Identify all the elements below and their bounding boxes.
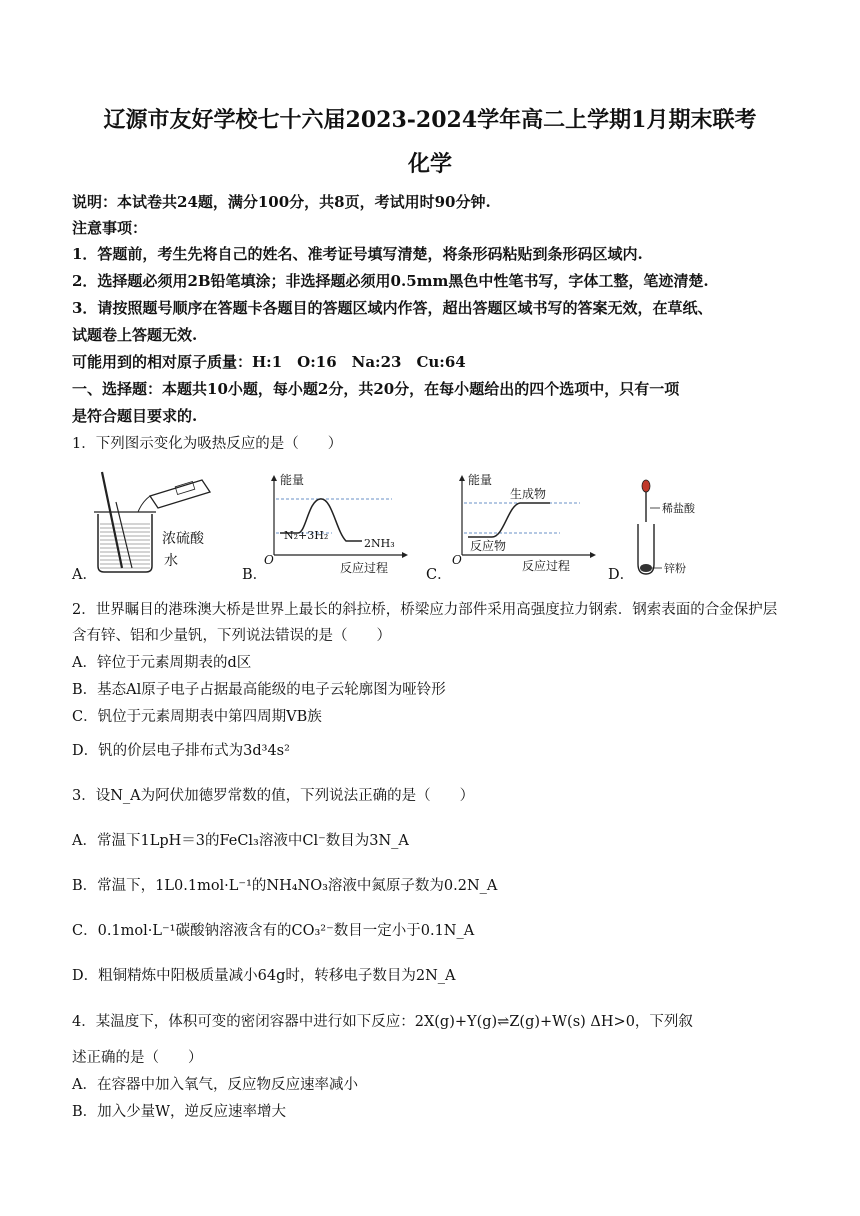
q3-option-a: A．常温下1LpH＝3的FeCl₃溶液中Cl⁻数目为3N_A — [72, 833, 409, 849]
q3-stem: 3．设N_A为阿伏加德罗常数的值，下列说法正确的是（ ） — [72, 788, 475, 804]
q2-option-c: C．钒位于元素周期表中第四周期VB族 — [72, 709, 322, 725]
label-origin-c: O — [452, 553, 462, 567]
exam-title: 辽源市友好学校七十六届2023-2024学年高二上学期1月期末联考 — [103, 107, 757, 133]
note-2: 2．选择题必须用2B铅笔填涂；非选择题必须用0.5mm黑色中性笔书写，字体工整，笔迹清楚. — [72, 272, 709, 290]
label-xaxis-c: 反应过程 — [522, 559, 571, 573]
q1-option-a: A． — [72, 567, 97, 583]
q3-option-b: B．常温下，1L0.1mol·L⁻¹的NH₄NO₃溶液中氮原子数为0.2N_A — [72, 878, 498, 894]
q1-figure-a — [72, 462, 252, 582]
q4-option-a: A．在容器中加入氧气，反应物反应速率减小 — [72, 1077, 358, 1093]
q1-figure-c — [450, 473, 600, 578]
label-product-c: 生成物 — [510, 487, 547, 501]
atomic-masses: 可能用到的相对原子质量：H:1 O:16 Na:23 Cu:64 — [72, 353, 466, 371]
note-1: 1．答题前，考生先将自己的姓名、准考证号填写清楚，将条形码粘贴到条形码区域内. — [72, 245, 643, 263]
q4-stem-line2: 述正确的是（ ） — [72, 1050, 203, 1066]
q2-option-a: A．锌位于元素周期表的d区 — [72, 655, 252, 671]
q1-figure-d — [628, 478, 728, 578]
q1-option-d: D． — [608, 567, 635, 583]
q1-option-c: C． — [426, 567, 452, 583]
label-reactant-c: 反应物 — [470, 539, 507, 553]
section-heading-line1: 一、选择题：本题共10小题，每小题2分，共20分，在每小题给出的四个选项中，只有一项 — [72, 380, 680, 398]
note-3-line1: 3．请按照题号顺序在答题卡各题目的答题区域内作答，超出答题区域书写的答案无效，在草纸、 — [72, 299, 713, 317]
q2-stem-line1: 2．世界瞩目的港珠澳大桥是世界上最长的斜拉桥，桥梁应力部件采用高强度拉力钢索．钢索表面的合金保护层 — [72, 602, 778, 618]
q4-stem-line1: 4．某温度下，体积可变的密闭容器中进行如下反应：2X(g)+Y(g)⇌Z(g)+W(s) ΔH>0，下列叙 — [72, 1014, 693, 1030]
q4-option-b: B．加入少量W，逆反应速率增大 — [72, 1104, 287, 1120]
q1-option-b: B． — [242, 567, 268, 583]
note-3-line2: 试题卷上答题无效. — [72, 326, 198, 344]
section-heading-line2: 是符合题目要求的. — [72, 407, 198, 425]
label-concentrated-sulfuric-acid: 浓硫酸 — [162, 531, 204, 547]
label-reactants-b: N₂+3H₂ — [284, 529, 329, 542]
q2-option-d: D．钒的价层电子排布式为3d³4s² — [72, 743, 290, 759]
label-zinc-powder: 锌粉 — [664, 562, 686, 575]
beaker-pouring-diagram — [72, 462, 252, 582]
q3-option-d: D．粗铜精炼中阳极质量减小64g时，转移电子数目为2N_A — [72, 968, 456, 984]
energy-profile-b — [262, 473, 412, 578]
q2-option-b: B．基态Al原子电子占据最高能级的电子云轮廓图为哑铃形 — [72, 682, 446, 698]
subject-title: 化学 — [407, 151, 452, 177]
q1-stem: 1．下列图示变化为吸热反应的是（ ） — [72, 436, 343, 452]
label-origin-b: O — [264, 553, 274, 567]
label-energy-c: 能量 — [468, 473, 493, 487]
label-energy-b: 能量 — [280, 473, 305, 487]
label-dilute-hcl: 稀盐酸 — [662, 502, 695, 515]
attention-heading: 注意事项： — [72, 219, 148, 237]
label-product-b: 2NH₃ — [364, 537, 395, 550]
q1-figure-b — [262, 473, 412, 578]
q3-option-c: C．0.1mol·L⁻¹碳酸钠溶液含有的CO₃²⁻数目一定小于0.1N_A — [72, 923, 475, 939]
label-xaxis-b: 反应过程 — [340, 561, 389, 575]
label-water: 水 — [164, 553, 178, 569]
q2-stem-line2: 含有锌、铝和少量钒，下列说法错误的是（ ） — [72, 628, 391, 644]
exam-intro: 说明：本试卷共24题，满分100分，共8页，考试用时90分钟. — [72, 193, 491, 211]
